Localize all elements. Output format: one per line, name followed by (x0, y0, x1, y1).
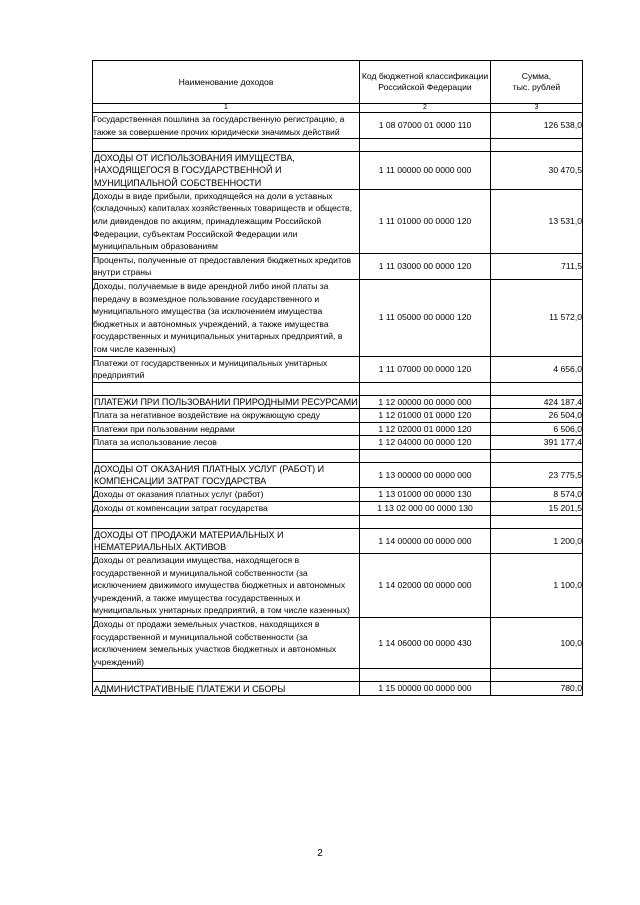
table-row (93, 422, 583, 436)
revenue-name-cell: Плата за использование лесов (93, 436, 360, 450)
amount-cell: 13 531,0 (491, 189, 583, 253)
spacer-cell (491, 139, 583, 152)
section-row (93, 395, 583, 409)
column-header-sum (491, 61, 583, 104)
section-row (93, 682, 583, 696)
page-number: 2 (317, 848, 323, 859)
column-header-name: Наименование доходов (93, 61, 360, 104)
table-row (93, 189, 583, 253)
spacer-cell (93, 669, 360, 682)
spacer-row (93, 669, 583, 682)
amount-cell: 391 177,4 (491, 436, 583, 450)
amount-cell: 1 100,0 (491, 554, 583, 618)
revenue-name-cell: Платежи при пользовании недрами (93, 422, 360, 436)
amount-cell: 11 572,0 (491, 279, 583, 356)
section-row (93, 528, 583, 553)
revenue-table (92, 60, 583, 696)
revenue-name-cell: ДОХОДЫ ОТ ОКАЗАНИЯ ПЛАТНЫХ УСЛУГ (РАБОТ) И КОМПЕНСАЦИИ ЗАТРАТ ГОСУДАРСТВА (93, 463, 360, 488)
column-index-2: 2 (360, 104, 491, 113)
revenue-name-cell: Доходы, получаемые в виде арендной либо иной платы за передачу в возмездное пользование государственного и муниципального имущества (за исключением имущества бюджетных и автономных учреждений, а также имущества государственных и муниципальных унитарных предприятий, в том числе казенных) (93, 279, 360, 356)
spacer-cell (491, 382, 583, 395)
table-header-row (93, 61, 583, 104)
amount-cell: 6 506,0 (491, 422, 583, 436)
budget-code-cell: 1 14 02000 00 0000 000 (360, 554, 491, 618)
budget-code-cell: 1 13 02 000 00 0000 130 (360, 502, 491, 516)
spacer-row (93, 139, 583, 152)
budget-code-cell: 1 11 03000 00 0000 120 (360, 253, 491, 279)
budget-code-cell: 1 12 00000 00 0000 000 (360, 395, 491, 409)
revenue-name-cell: Доходы в виде прибыли, приходящейся на доли в уставных (складочных) капиталах хозяйственных товариществ и обществ, или дивидендов по акциям, принадлежащим Российской Федерации, субъектам Российской Федерации или муниципальным образованиям (93, 189, 360, 253)
table-row (93, 409, 583, 423)
amount-cell: 23 775,5 (491, 463, 583, 488)
revenue-name-cell: ДОХОДЫ ОТ ПРОДАЖИ МАТЕРИАЛЬНЫХ И НЕМАТЕРИАЛЬНЫХ АКТИВОВ (93, 528, 360, 553)
revenue-name-cell: Доходы от компенсации затрат государства (93, 502, 360, 516)
budget-code-cell: 1 13 00000 00 0000 000 (360, 463, 491, 488)
amount-cell: 100,0 (491, 618, 583, 669)
spacer-cell (491, 515, 583, 528)
amount-cell: 780,0 (491, 682, 583, 696)
revenue-name-cell: Доходы от оказания платных услуг (работ) (93, 488, 360, 502)
column-index-3: 3 (491, 104, 583, 113)
table-row (93, 488, 583, 502)
revenue-name-cell: ПЛАТЕЖИ ПРИ ПОЛЬЗОВАНИИ ПРИРОДНЫМИ РЕСУРСАМИ (94, 396, 358, 407)
spacer-cell (360, 450, 491, 463)
section-row (93, 152, 583, 190)
budget-code-cell: 1 14 00000 00 0000 000 (360, 528, 491, 553)
budget-code-cell: 1 15 00000 00 0000 000 (360, 682, 491, 696)
budget-code-cell: 1 08 07000 01 0000 110 (360, 113, 491, 139)
column-index-1: 1 (93, 104, 360, 113)
amount-cell: 1 200,0 (491, 528, 583, 553)
amount-cell: 30 470,5 (491, 152, 583, 190)
budget-code-cell: 1 12 01000 01 0000 120 (360, 409, 491, 423)
table-row (93, 253, 583, 279)
amount-cell: 424 187,4 (491, 395, 583, 409)
amount-cell: 126 538,0 (491, 113, 583, 139)
budget-code-cell: 1 12 04000 00 0000 120 (360, 436, 491, 450)
table-row (93, 436, 583, 450)
spacer-cell (93, 450, 360, 463)
table-row (93, 356, 583, 382)
budget-code-cell: 1 11 01000 00 0000 120 (360, 189, 491, 253)
column-header-code: Код бюджетной классификации Российской Федерации (360, 61, 491, 104)
spacer-cell (491, 669, 583, 682)
table-row (93, 502, 583, 516)
spacer-cell (360, 515, 491, 528)
spacer-row (93, 382, 583, 395)
column-header-sum-line2: тыс. рублей (512, 82, 561, 92)
budget-code-cell: 1 13 01000 00 0000 130 (360, 488, 491, 502)
spacer-cell (360, 669, 491, 682)
budget-code-cell: 1 11 07000 00 0000 120 (360, 356, 491, 382)
column-index-row (93, 104, 583, 113)
spacer-cell (491, 450, 583, 463)
table-row (93, 554, 583, 618)
spacer-cell (93, 382, 360, 395)
amount-cell: 26 504,0 (491, 409, 583, 423)
revenue-name-cell: Платежи от государственных и муниципальных унитарных предприятий (93, 356, 360, 382)
spacer-cell (360, 139, 491, 152)
budget-code-cell: 1 14 06000 00 0000 430 (360, 618, 491, 669)
table-row (93, 279, 583, 356)
revenue-name-cell: АДМИНИСТРАТИВНЫЕ ПЛАТЕЖИ И СБОРЫ (93, 682, 360, 696)
revenue-name-cell: Доходы от реализации имущества, находящегося в государственной и муниципальной собственности (за исключением движимого имущества бюджетных и автономных учреждений, а также имущества государственных и муниципальных унитарных предприятий, в том числе казенных) (93, 554, 360, 618)
amount-cell: 711,5 (491, 253, 583, 279)
spacer-cell (93, 139, 360, 152)
table-row (93, 113, 583, 139)
spacer-cell (360, 382, 491, 395)
spacer-row (93, 515, 583, 528)
revenue-name-cell: Доходы от продажи земельных участков, находящихся в государственной и муниципальной собственности (за исключением земельных участков бюджетных и автономных учреждений) (93, 618, 360, 669)
revenue-name-cell: Плата за негативное воздействие на окружающую среду (93, 409, 360, 423)
table-row (93, 618, 583, 669)
spacer-row (93, 450, 583, 463)
budget-code-cell: 1 12 02000 01 0000 120 (360, 422, 491, 436)
amount-cell: 4 656,0 (491, 356, 583, 382)
budget-code-cell: 1 11 05000 00 0000 120 (360, 279, 491, 356)
section-row (93, 463, 583, 488)
column-header-sum-line1: Сумма, (521, 71, 552, 81)
revenue-name-cell: ДОХОДЫ ОТ ИСПОЛЬЗОВАНИЯ ИМУЩЕСТВА, НАХОДЯЩЕГОСЯ В ГОСУДАРСТВЕННОЙ И МУНИЦИПАЛЬНОЙ СОБСТВЕННОСТИ (93, 152, 360, 190)
spacer-cell (93, 515, 360, 528)
amount-cell: 8 574,0 (491, 488, 583, 502)
budget-code-cell: 1 11 00000 00 0000 000 (360, 152, 491, 190)
amount-cell: 15 201,5 (491, 502, 583, 516)
revenue-name-cell: Проценты, полученные от предоставления бюджетных кредитов внутри страны (93, 253, 360, 279)
revenue-name-cell: Государственная пошлина за государственную регистрацию, а также за совершение прочих юридически значимых действий (93, 113, 360, 139)
